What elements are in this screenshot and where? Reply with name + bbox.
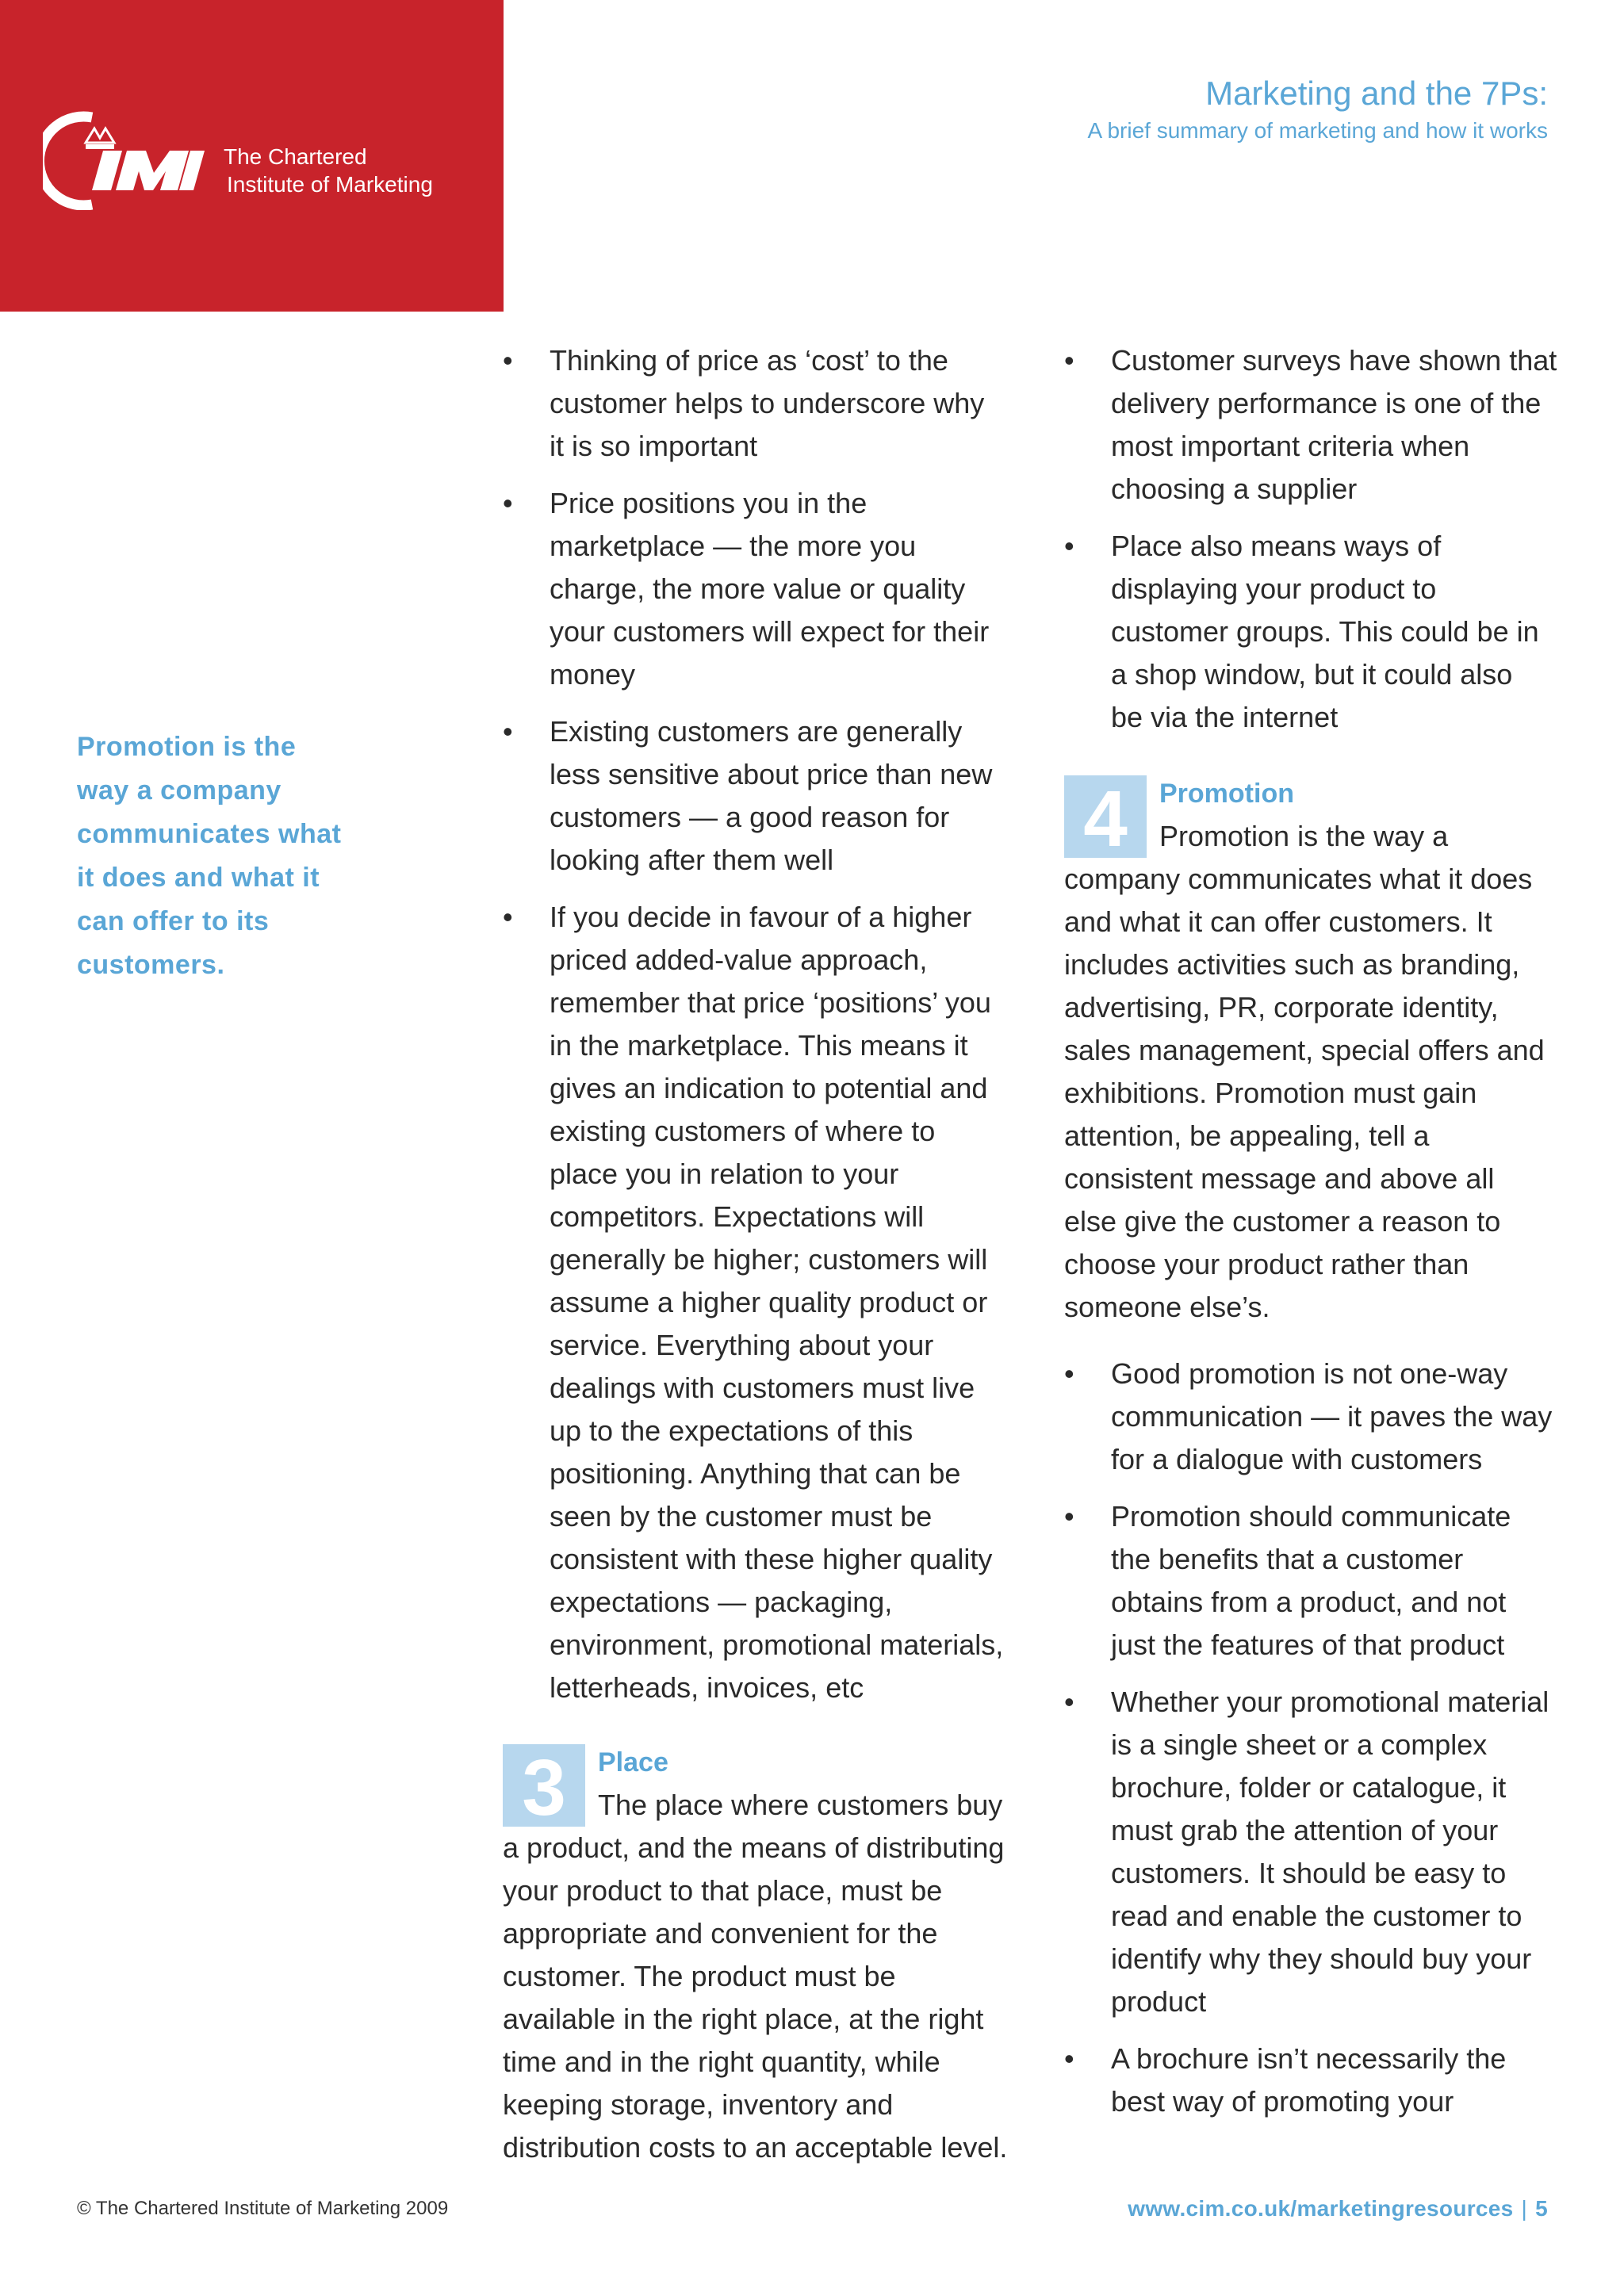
list-item-line: best way of promoting your [1111,2085,1454,2118]
list-item-line: be via the internet [1111,701,1339,733]
list-item-line: a shop window, but it could also [1111,658,1513,691]
price-bullet-list [503,339,1002,1709]
list-item-line: looking after them well [550,844,834,876]
list-item [503,896,1002,1709]
list-item-line: competitors. Expectations will [550,1200,925,1233]
list-item [1064,339,1556,511]
list-item-line: product [1111,1985,1207,2018]
paragraph-line: and what it can offer customers. It [1064,905,1492,938]
list-item-line: delivery performance is one of the [1111,387,1542,419]
list-item [1064,1681,1556,2023]
paragraph-line: choose your product rather than [1064,1248,1469,1280]
list-item [1064,525,1556,739]
list-item-line: remember that price ‘positions’ you [550,986,991,1019]
list-item [503,339,1002,468]
section-place [503,1741,1008,2169]
paragraph-line: attention, be appealing, tell a [1064,1119,1430,1152]
list-item-line: for a dialogue with customers [1111,1443,1483,1475]
paragraph-line: appropriate and convenient for the [503,1917,938,1950]
document-subtitle: A brief summary of marketing and how it works [1087,118,1548,143]
list-item-line: must grab the attention of your [1111,1814,1499,1846]
pull-quote-line: Promotion is the [77,732,297,762]
list-item [503,710,1002,882]
list-item-line: up to the expectations of this [550,1414,914,1447]
list-item-line: place you in relation to your [550,1158,899,1190]
pull-quote-line: way a company [77,775,282,806]
paragraph-line: distribution costs to an acceptable level. [503,2131,1008,2164]
list-item-line: your customers will expect for their [550,615,990,648]
paragraph-line: keeping storage, inventory and [503,2088,894,2121]
list-item [1064,2038,1556,2123]
section-paragraph [503,1784,1008,2169]
pull-quote-line: can offer to its [77,906,270,936]
document-title: Marketing and the 7Ps: [1205,75,1548,112]
list-item-line: most important criteria when [1111,430,1470,462]
list-item-line: identify why they should buy your [1111,1942,1532,1975]
list-item-line: money [550,658,636,691]
list-item-line: charge, the more value or quality [550,572,966,605]
org-name-line2: Institute of Marketing [227,172,433,197]
list-item-line: existing customers of where to [550,1115,936,1147]
section-heading: Promotion [1159,779,1294,809]
paragraph-line: advertising, PR, corporate identity, [1064,991,1499,1024]
section-heading: Place [598,1747,668,1777]
paragraph-line: exhibitions. Promotion must gain [1064,1077,1477,1109]
pull-quote-line: communicates what [77,819,342,849]
promotion-bullet-list [1064,1353,1556,2123]
brand-block [0,0,504,312]
list-item-line: environment, promotional materials, [550,1628,1004,1661]
list-item-line: • Promotion should communicate [1111,1500,1511,1533]
place-bullet-list [1064,339,1556,739]
paragraph-line: sales management, special offers and [1064,1034,1545,1066]
paragraph-line: someone else’s. [1064,1291,1270,1323]
pull-quote-line: it does and what it [77,863,320,893]
list-item-line: communication — it paves the way [1111,1400,1553,1433]
list-item-line: is a single sheet or a complex [1111,1728,1488,1761]
paragraph-line: company communicates what it does [1064,863,1533,895]
list-item [1064,1353,1556,1481]
footer-copyright: © The Chartered Institute of Marketing 2009 [77,2198,449,2219]
list-item-line: customers. It should be easy to [1111,1857,1507,1889]
list-item-line: • A brochure isn’t necessarily the [1111,2042,1507,2075]
list-item-line: just the features of that product [1111,1628,1505,1661]
section-paragraph [1064,815,1556,1329]
list-item-line: • Thinking of price as ‘cost’ to the [550,344,948,377]
list-item-line: • If you decide in favour of a higher [550,901,972,933]
section-number-badge: 3 [503,1744,585,1827]
list-item-line: generally be higher; customers will [550,1243,988,1276]
list-item-line: gives an indication to potential and [550,1072,988,1104]
right-column [1064,339,1556,2137]
page-number: 5 [1535,2196,1548,2221]
paragraph-line: The place where customers buy [598,1789,1003,1821]
footer-url-link[interactable]: www.cim.co.uk/marketingresources [1128,2196,1514,2221]
list-item-line: dealings with customers must live [550,1372,975,1404]
document-header [1088,71,1548,146]
list-item-line: • Whether your promotional material [1111,1686,1549,1718]
footer-separator: | [1521,2196,1528,2221]
org-name-line1: The Chartered [224,144,367,169]
list-item-line: less sensitive about price than new [550,758,993,790]
list-item-line: expectations — packaging, [550,1586,893,1618]
paragraph-line: your product to that place, must be [503,1874,943,1907]
cim-logo-icon [43,111,217,210]
list-item-line: in the marketplace. This means it [550,1029,968,1062]
footer-links [1128,2196,1548,2221]
org-name [224,143,433,198]
pull-quote-line: customers. [77,950,225,980]
list-item-line: it is so important [550,430,758,462]
paragraph-line: a product, and the means of distributing [503,1831,1005,1864]
list-item-line: consistent with these higher quality [550,1543,993,1575]
paragraph-line: else give the customer a reason to [1064,1205,1501,1238]
paragraph-line: time and in the right quantity, while [503,2045,940,2078]
list-item-line: seen by the customer must be [550,1500,933,1533]
list-item-line: brochure, folder or catalogue, it [1111,1771,1507,1804]
list-item-line: customer groups. This could be in [1111,615,1539,648]
paragraph-line: available in the right place, at the right [503,2003,984,2035]
list-item-line: displaying your product to [1111,572,1437,605]
list-item [503,482,1002,696]
list-item [1064,1495,1556,1667]
list-item-line: assume a higher quality product or [550,1286,988,1318]
list-item-line: • Price positions you in the [550,487,868,519]
paragraph-line: Promotion is the way a [1159,820,1449,852]
list-item-line: • Existing customers are generally [550,715,963,748]
paragraph-line: includes activities such as branding, [1064,948,1520,981]
list-item-line: service. Everything about your [550,1329,934,1361]
pull-quote [77,725,394,987]
list-item-line: read and enable the customer to [1111,1900,1522,1932]
list-item-line: customers — a good reason for [550,801,950,833]
list-item-line: • Place also means ways of [1111,530,1442,562]
list-item-line: • Good promotion is not one-way [1111,1357,1508,1390]
list-item-line: obtains from a product, and not [1111,1586,1507,1618]
list-item-line: the benefits that a customer [1111,1543,1464,1575]
paragraph-line: consistent message and above all [1064,1162,1495,1195]
list-item-line: letterheads, invoices, etc [550,1671,864,1704]
list-item-line: • Customer surveys have shown that [1111,344,1557,377]
list-item-line: priced added-value approach, [550,943,928,976]
paragraph-line: customer. The product must be [503,1960,896,1992]
list-item-line: customer helps to underscore why [550,387,985,419]
section-promotion [1064,772,1556,1329]
section-number-badge: 4 [1064,775,1147,858]
list-item-line: marketplace — the more you [550,530,917,562]
middle-column [503,339,1008,2169]
list-item-line: choosing a supplier [1111,473,1358,505]
list-item-line: positioning. Anything that can be [550,1457,961,1490]
